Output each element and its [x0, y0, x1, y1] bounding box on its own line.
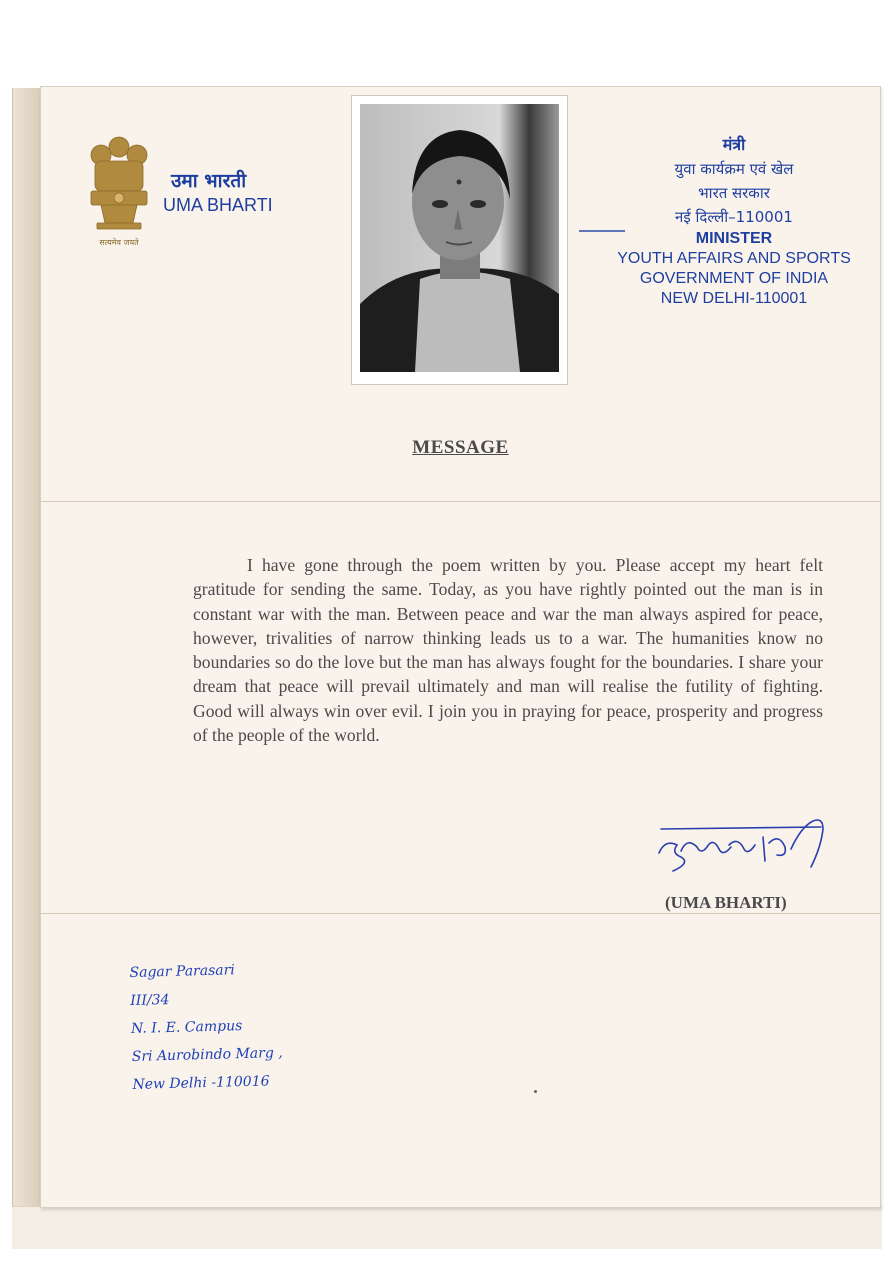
handwritten-address	[129, 955, 284, 1099]
address-line: III/34	[130, 991, 170, 1009]
ministry-english-title: MINISTER	[695, 230, 773, 247]
ministry-english-dept: YOUTH AFFAIRS AND SPORTS	[617, 250, 851, 267]
portrait-photo-frame	[351, 95, 568, 385]
ministry-hindi-title: मंत्री	[722, 135, 746, 154]
divider-dash	[579, 230, 625, 232]
fold-crease	[41, 913, 880, 914]
address-line: Sagar Parasari	[129, 962, 236, 981]
ministry-hindi-dept: युवा कार्यक्रम एवं खेल	[674, 160, 794, 178]
message-heading: MESSAGE	[412, 437, 509, 458]
signatory-name: (UMA BHARTI)	[665, 893, 787, 912]
ministry-english-govt: GOVERNMENT OF INDIA	[639, 270, 829, 287]
address-line: New Delhi -110016	[132, 1073, 270, 1093]
name-hindi: उमा भारती	[171, 170, 247, 192]
svg-text:सत्यमेव जयते: सत्यमेव जयते	[99, 238, 139, 247]
paper-bottom-edge	[12, 1206, 882, 1249]
paper-fold-edge	[12, 88, 41, 1248]
portrait-photo	[360, 104, 559, 372]
address-line: N. I. E. Campus	[130, 1018, 243, 1037]
fold-crease	[41, 501, 880, 502]
name-english: UMA BHARTI	[163, 195, 273, 215]
message-body-text: I have gone through the poem written by you. Please accept my heart felt gratitude for sending the same. Today, as you have rightly pointed out the man is in constant war with the man. Between peace and war the man always aspired for peace, however, trivalities of narrow thinking leads us to a war. The humanities know no boundaries so do the love but the man has always fought for the boundaries. I share your dream that peace will prevail ultimately and man will realise the futility of fighting. Good will always win over evil. I join you in praying for peace, prosperity and progress of the people of the world.	[193, 555, 823, 746]
address-line: Sri Aurobindo Marg ,	[131, 1045, 283, 1065]
handwritten-signature	[651, 807, 841, 887]
ministry-english-city: NEW DELHI-110001	[660, 290, 808, 307]
national-emblem-icon	[83, 133, 155, 253]
ministry-address-block	[599, 133, 869, 309]
letter-sheet	[40, 86, 881, 1208]
ministry-hindi-govt: भारत सरकार	[698, 184, 770, 202]
paper-speck	[534, 1090, 537, 1093]
ministry-hindi-city: नई दिल्ली–110001	[675, 208, 793, 226]
message-body-paragraph	[193, 553, 823, 747]
